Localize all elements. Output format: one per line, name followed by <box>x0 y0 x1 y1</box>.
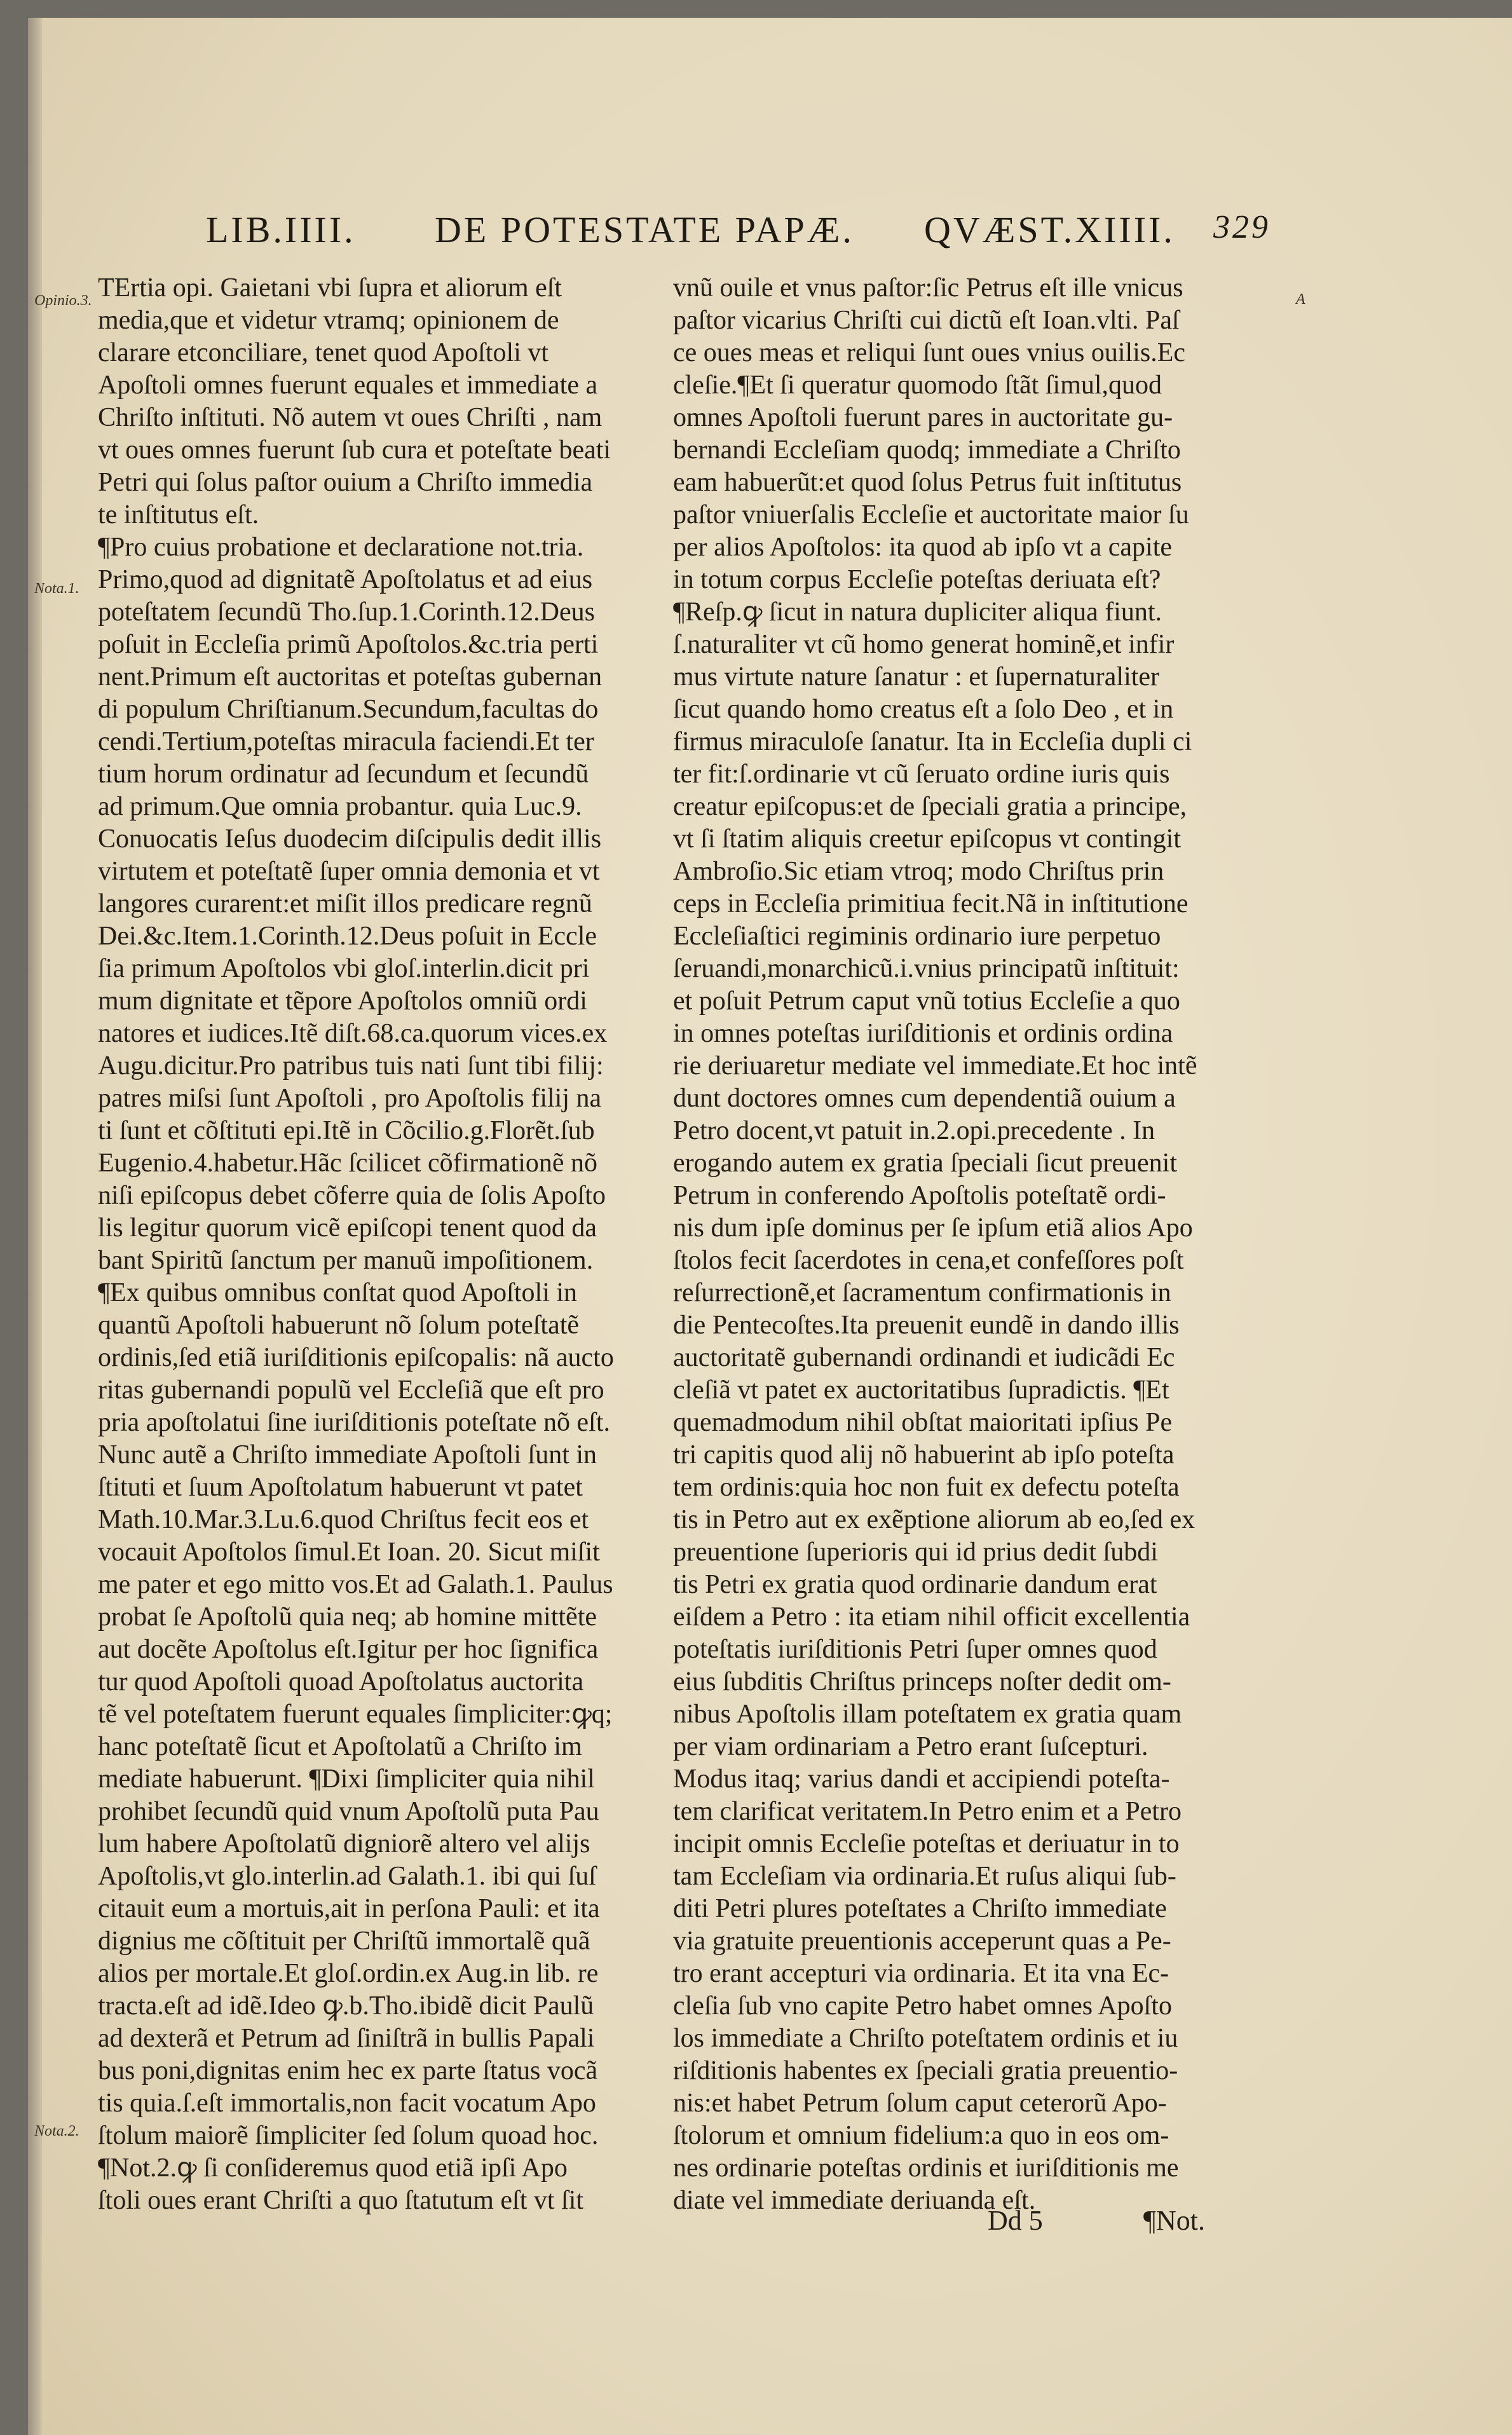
text-line: quantũ Apoſtoli habuerunt nõ ſolum poteſtatẽ <box>98 1311 580 1340</box>
book-page <box>28 18 1512 2435</box>
text-line: Petro docent,vt patuit in.2.opi.precedente . In <box>673 1116 1155 1145</box>
text-line: di populum Chriſtianum.Secundum,facultas do <box>98 695 599 724</box>
text-line: los immediate a Chriſto poteſtatem ordinis et iu <box>673 2024 1178 2053</box>
text-line: tium horum ordinatur ad ſecundum et ſecundũ <box>98 760 589 789</box>
text-line: vnũ ouile et vnus paſtor:ſic Petrus eſt ille vnicus <box>673 273 1183 303</box>
text-line: tur quod Apoſtoli quoad Apoſtolatus auctorita <box>98 1667 584 1696</box>
text-line: eiſdem a Petro : ita etiam nihil officit excellentia <box>673 1602 1190 1632</box>
text-line: clarare etconciliare, tenet quod Apoſtoli vt <box>98 338 549 367</box>
text-line: preuentione ſuperioris qui id prius dedit ſubdi <box>673 1538 1158 1567</box>
text-line: TErtia opi. Gaietani vbi ſupra et aliorum eſt <box>98 273 562 303</box>
text-line: tri capitis quod alij nõ habuerint ab ipſo poteſta <box>673 1440 1175 1470</box>
text-line: per alios Apoſtolos: ita quod ab ipſo vt a capite <box>673 533 1173 562</box>
text-line: mediate habuerunt. ¶Dixi ſimpliciter quia nihil <box>98 1764 595 1794</box>
signature-mark: Dd 5 <box>988 2205 1043 2236</box>
text-line: poteſtatem ſecundũ Tho.ſup.1.Corinth.12.Deus <box>98 597 595 627</box>
text-line: lum habere Apoſtolatũ digniorẽ altero vel alijs <box>98 1829 590 1859</box>
text-line: niſi epiſcopus debet cõferre quia de ſolis Apoſto <box>98 1181 606 1210</box>
text-line: ¶Not.2.ꝙ ſi conſideremus quod etiã ipſi Apo <box>98 2153 568 2183</box>
text-line: natores et iudices.Itẽ diſt.68.ca.quorum vices.ex <box>98 1019 608 1048</box>
text-line: ceps in Eccleſia primitiua fecit.Nã in inſtitutione <box>673 889 1188 918</box>
text-line: dignius me cõſtituit per Chriſtũ immortalẽ quã <box>98 1927 590 1956</box>
text-line: ſtolos fecit ſacerdotes in cena,et confeſſores poſt <box>673 1246 1184 1275</box>
text-line: Chriſto inſtituti. Nõ autem vt oues Chriſti , nam <box>98 403 603 432</box>
text-line: diti Petri plures poteſtates a Chriſto immediate <box>673 1894 1167 1923</box>
text-line: tro erant accepturi via ordinaria. Et ita vna Ec- <box>673 1959 1169 1988</box>
text-line: tẽ vel poteſtatem fuerunt equales ſimpliciter:ꝙq; <box>98 1700 613 1729</box>
text-line: dunt doctores omnes cum dependentiã ouium a <box>673 1084 1176 1113</box>
text-line: paſtor vicarius Chriſti cui dictũ eſt Ioan.vlti. Paſ <box>673 306 1180 335</box>
text-line: creatur epiſcopus:et de ſpeciali gratia a principe, <box>673 792 1187 821</box>
text-line: via gratuite preuentionis acceperunt quas a Pe- <box>673 1927 1171 1956</box>
folio-number: 329 <box>1213 209 1270 245</box>
text-line: patres miſsi ſunt Apoſtoli , pro Apoſtolis filij na <box>98 1084 602 1113</box>
text-line: riſditionis habentes ex ſpeciali gratia preuentio- <box>673 2056 1178 2085</box>
text-line: Eugenio.4.habetur.Hãc ſcilicet cõfirmationẽ nõ <box>98 1149 598 1178</box>
text-line: tem clarificat veritatem.In Petro enim et a Petro <box>673 1797 1182 1826</box>
text-line: hanc poteſtatẽ ſicut et Apoſtolatũ a Chriſto im <box>98 1732 582 1761</box>
text-line: nis:et habet Petrum ſolum caput ceterorũ Apo- <box>673 2089 1167 2118</box>
text-line: ſtolum maiorẽ ſimpliciter ſed ſolum quoad hoc. <box>98 2121 599 2150</box>
left-text-column <box>98 272 638 2217</box>
text-line: ter fit:ſ.ordinarie vt cũ ſeruato ordine iuris quis <box>673 760 1170 789</box>
text-line: Petrum in conferendo Apoſtolis poteſtatẽ ordi- <box>673 1181 1166 1210</box>
text-line: nis dum ipſe dominus per ſe ipſum etiã alios Apo <box>673 1213 1193 1243</box>
text-line: cendi.Tertium,poteſtas miracula faciendi.Et ter <box>98 727 594 756</box>
text-line: in totum corpus Eccleſie poteſtas deriuata eſt? <box>673 565 1161 594</box>
binding-gutter <box>28 18 42 2435</box>
text-line: Petri qui ſolus paſtor ouium a Chriſto immedia <box>98 468 593 497</box>
text-line: nibus Apoſtolis illam poteſtatem ex gratia quam <box>673 1700 1182 1729</box>
text-line: citauit eum a mortuis,ait in perſona Pauli: et ita <box>98 1894 600 1923</box>
text-line: Primo,quod ad dignitatẽ Apoſtolatus et ad eius <box>98 565 593 594</box>
text-line: vt ſi ſtatim aliquis creetur epiſcopus vt contingit <box>673 824 1182 854</box>
text-line: firmus miraculoſe ſanatur. Ita in Eccleſia dupli ci <box>673 727 1192 756</box>
text-line: auctoritatẽ gubernandi ordinandi et iudicãdi Ec <box>673 1343 1175 1372</box>
running-head-title: DE POTESTATE PAPÆ. <box>435 209 854 250</box>
text-line: te inſtitutus eſt. <box>98 500 259 529</box>
text-line: paſtor vniuerſalis Eccleſie et auctoritate maior ſu <box>673 500 1189 529</box>
text-line: tem ordinis:quia hoc non fuit ex defectu poteſta <box>673 1473 1180 1502</box>
text-line: aut docẽte Apoſtolus eſt.Igitur per hoc ſignifica <box>98 1635 599 1664</box>
text-line: mus virtute nature ſanatur : et ſupernaturaliter <box>673 662 1160 692</box>
text-line: Conuocatis Ieſus duodecim diſcipulis dedit illis <box>98 824 602 854</box>
text-line: ¶Ex quibus omnibus conſtat quod Apoſtoli in <box>98 1278 578 1307</box>
text-line: et poſuit Petrum caput vnũ totius Eccleſie a quo <box>673 986 1180 1016</box>
running-head-book: LIB.IIII. <box>206 209 356 250</box>
text-line: omnes Apoſtoli fuerunt pares in auctoritate gu- <box>673 403 1173 432</box>
text-line: tam Eccleſiam via ordinaria.Et ruſus aliqui ſub- <box>673 1862 1176 1891</box>
text-line: ce oues meas et reliqui ſunt oues vnius ouilis.Ec <box>673 338 1185 367</box>
text-line: quemadmodum nihil obſtat maioritati ipſius Pe <box>673 1408 1173 1437</box>
text-line: poteſtatis iuriſditionis Petri ſuper omnes quod <box>673 1635 1157 1664</box>
text-line: cleſie.¶Et ſi queratur quomodo ſtãt ſimul,quod <box>673 371 1162 400</box>
text-line: nent.Primum eſt auctoritas et poteſtas gubernan <box>98 662 603 692</box>
text-line: ritas gubernandi populũ vel Eccleſiã que eſt pro <box>98 1375 604 1405</box>
text-line: eius ſubditis Chriſtus princeps noſter dedit om- <box>673 1667 1171 1696</box>
text-line: vt oues omnes fuerunt ſub cura et poteſtate beati <box>98 435 611 465</box>
text-line: ſeruandi,monarchicũ.i.vnius principatũ inſtituit: <box>673 954 1180 983</box>
text-line: prohibet ſecundũ quid vnum Apoſtolũ puta Pau <box>98 1797 599 1826</box>
text-line: ſia primum Apoſtolos vbi gloſ.interlin.dicit pri <box>98 954 590 983</box>
text-line: Modus itaq; varius dandi et accipiendi poteſta- <box>673 1764 1170 1794</box>
text-line: per viam ordinariam a Petro erant ſuſcepturi. <box>673 1732 1148 1761</box>
text-line: ſtituti et ſuum Apoſtolatum habuerunt vt patet <box>98 1473 583 1502</box>
text-line: vocauit Apoſtolos ſimul.Et Ioan. 20. Sicut miſit <box>98 1538 600 1567</box>
text-line: ad dexterã et Petrum ad ſiniſtrã in bullis Papali <box>98 2024 595 2053</box>
text-line: ad primum.Que omnia probantur. quia Luc.9. <box>98 792 582 821</box>
text-line: eam habuerũt:et quod ſolus Petrus fuit inſtitutus <box>673 468 1182 497</box>
text-line: bant Spiritũ ſanctum per manuũ impoſitionem. <box>98 1246 594 1275</box>
text-line: reſurrectionẽ,et ſacramentum confirmationis in <box>673 1278 1171 1307</box>
text-line: ſtolorum et omnium fidelium:a quo in eos om- <box>673 2121 1169 2150</box>
text-line: alios per mortale.Et gloſ.ordin.ex Aug.in lib. re <box>98 1959 599 1988</box>
text-line: nes ordinarie poteſtas ordinis et iuriſditionis me <box>673 2153 1179 2183</box>
text-line: mum dignitate et tẽpore Apoſtolos omniũ ordi <box>98 986 587 1016</box>
margin-note-opinio: Opinio.3. <box>34 292 92 309</box>
text-line: Ambroſio.Sic etiam vtroq; modo Chriſtus prin <box>673 857 1164 886</box>
text-line: Nunc autẽ a Chriſto immediate Apoſtoli ſunt in <box>98 1440 597 1470</box>
text-line: in omnes poteſtas iuriſditionis et ordinis ordina <box>673 1019 1173 1048</box>
text-line: ſ.naturaliter vt cũ homo generat hominẽ,et infir <box>673 630 1175 659</box>
text-line: virtutem et poteſtatẽ ſuper omnia demonia et vt <box>98 857 600 886</box>
text-line: tracta.eſt ad idẽ.Ideo ꝙ.b.Tho.ibidẽ dicit Paulũ <box>98 1991 594 2021</box>
text-line: bus poni,dignitas enim hec ex parte ſtatus vocã <box>98 2056 598 2085</box>
text-line: ti ſunt et cõſtituti epi.Itẽ in Cõcilio.g.Florẽt.ſub <box>98 1116 595 1145</box>
right-text-column <box>673 272 1213 2217</box>
text-line: tis Petri ex gratia quod ordinarie dandum erat <box>673 1570 1157 1599</box>
catchword: ¶Not. <box>1143 2205 1205 2236</box>
text-line: langores curarent:et miſit illos predicare regnũ <box>98 889 592 918</box>
text-line: bernandi Eccleſiam quodq; immediate a Chriſto <box>673 435 1181 465</box>
text-line: cleſia ſub vno capite Petro habet omnes Apoſto <box>673 1991 1172 2021</box>
text-line: Dei.&c.Item.1.Corinth.12.Deus poſuit in Eccle <box>98 922 597 951</box>
text-line: Apoſtolis,vt glo.interlin.ad Galath.1. ibi qui ſuſ <box>98 1862 596 1891</box>
text-line: cleſiã vt patet ex auctoritatibus ſupradictis. ¶Et <box>673 1375 1169 1405</box>
text-line: tis quia.ſ.eſt immortalis,non facit vocatum Apo <box>98 2089 596 2118</box>
text-line: Augu.dicitur.Pro patribus tuis nati ſunt tibi filij: <box>98 1051 604 1081</box>
running-head-question: QVÆST.XIIII. <box>924 209 1175 250</box>
text-line: ¶Reſp.ꝙ ſicut in natura dupliciter aliqua fiunt. <box>673 597 1162 627</box>
text-line: ſicut quando homo creatus eſt a ſolo Deo , et in <box>673 695 1174 724</box>
text-line: me pater et ego mitto vos.Et ad Galath.1. Paulus <box>98 1570 613 1599</box>
text-line: media,que et videtur vtramq; opinionem de <box>98 306 559 335</box>
text-line: incipit omnis Eccleſie poteſtas et deriuatur in to <box>673 1829 1180 1859</box>
text-line: poſuit in Eccleſia primũ Apoſtolos.&c.tria perti <box>98 630 599 659</box>
text-line: Eccleſiaſtici regiminis ordinario iure perpetuo <box>673 922 1161 951</box>
text-line: probat ſe Apoſtolũ quia neq; ab homine mittẽte <box>98 1602 597 1632</box>
text-line: Apoſtoli omnes fuerunt equales et immediate a <box>98 371 598 400</box>
text-line: tis in Petro aut ex exẽptione aliorum ab eo,ſed ex <box>673 1505 1195 1534</box>
text-line: lis legitur quorum vicẽ epiſcopi tenent quod da <box>98 1213 597 1243</box>
text-line: erogando autem ex gratia ſpeciali ſicut preuenit <box>673 1149 1177 1178</box>
page-footer <box>988 2204 1286 2242</box>
text-line: die Pentecoſtes.Ita preuenit eundẽ in dando illis <box>673 1311 1180 1340</box>
running-head <box>206 208 1270 259</box>
text-line: Math.10.Mar.3.Lu.6.quod Chriſtus fecit eos et <box>98 1505 589 1534</box>
text-line: ordinis,ſed etiã iuriſditionis epiſcopalis: nã aucto <box>98 1343 614 1372</box>
text-line: ¶Pro cuius probatione et declaratione not.tria. <box>98 533 584 562</box>
text-line: diate vel immediate deriuanda eſt. <box>673 2186 1036 2215</box>
margin-note-nota1: Nota.1. <box>34 580 79 597</box>
text-line: rie deriuaretur mediate vel immediate.Et hoc intẽ <box>673 1051 1197 1081</box>
margin-note-right: A <box>1296 291 1305 308</box>
margin-note-nota2: Nota.2. <box>34 2123 79 2139</box>
text-line: ſtoli oues erant Chriſti a quo ſtatutum eſt vt ſit <box>98 2186 584 2215</box>
text-line: pria apoſtolatui ſine iuriſditionis poteſtate nõ eſt. <box>98 1408 610 1437</box>
